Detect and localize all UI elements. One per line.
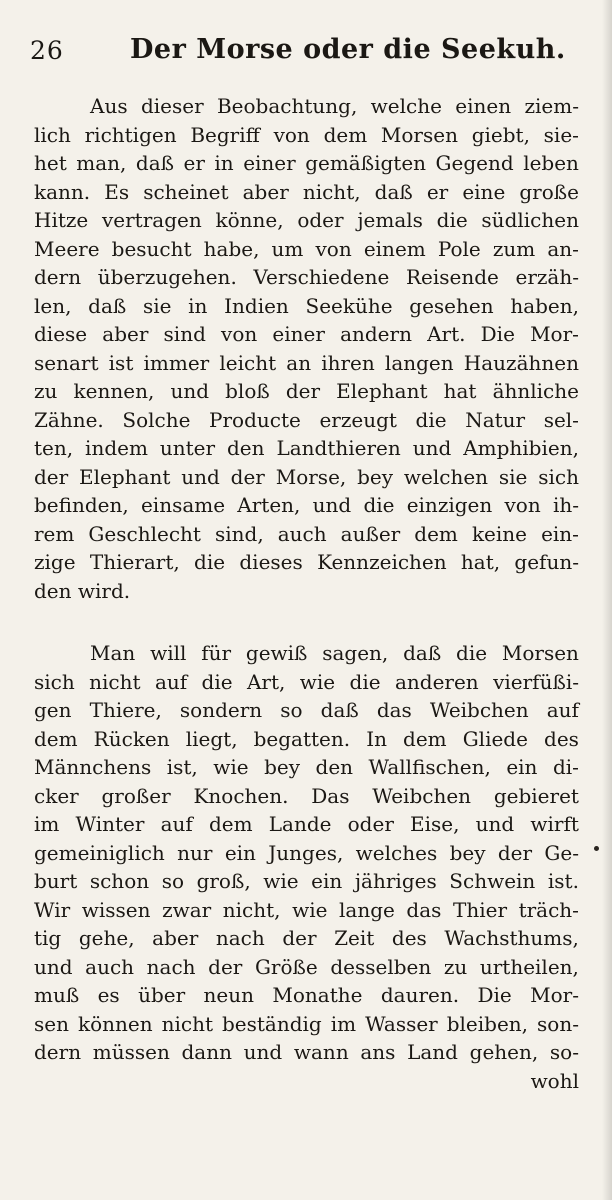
- text-line: Männchens ist, wie bey den Wallfischen, ein di-: [34, 755, 579, 779]
- text-line: dern müssen dann und wann ans Land gehen, so-: [34, 1040, 579, 1064]
- text-line: den wird.: [34, 578, 131, 603]
- text-line: befinden, einsame Arten, und die einzigen von ih-: [34, 493, 579, 517]
- text-line: sich nicht auf die Art, wie die anderen vierfüßi-: [34, 669, 579, 694]
- text-line: len, daß sie in Indien Seekühe gesehen haben,: [34, 293, 579, 318]
- text-line: Wir wissen zwar nicht, wie lange das Thier träch-: [34, 897, 579, 922]
- paragraph-gap: [34, 605, 579, 639]
- catchword: wohl: [530, 1068, 579, 1093]
- text-line: dem Rücken liegt, begatten. In dem Gliede des: [34, 726, 579, 751]
- text-line: zige Thierart, die dieses Kennzeichen hat, gefun-: [34, 550, 579, 574]
- text-line: im Winter auf dem Lande oder Eise, und wirft: [34, 812, 579, 836]
- text-line: Aus dieser Beobachtung, welche einen ziem-: [90, 94, 579, 118]
- text-line: sen können nicht beständig im Wasser bleiben, son-: [34, 1011, 579, 1036]
- text-line: diese aber sind von einer andern Art. Die Mor-: [34, 322, 579, 346]
- text-line: het man, daß er in einer gemäßigten Gegend leben: [34, 151, 579, 175]
- text-line: Man will für gewiß sagen, daß die Morsen: [90, 641, 579, 665]
- text-line: Hitze vertragen könne, oder jemals die südlichen: [34, 208, 579, 232]
- text-line: lich richtigen Begriff von dem Morsen giebt, sie-: [34, 122, 579, 147]
- text-line: cker großer Knochen. Das Weibchen gebieret: [34, 783, 579, 808]
- text-line: muß es über neun Monathe dauren. Die Mor-: [34, 983, 579, 1007]
- text-line: kann. Es scheinet aber nicht, daß er eine große: [34, 179, 579, 204]
- page-number: 26: [30, 36, 64, 65]
- text-line: senart ist immer leicht an ihren langen Hauzähnen: [34, 350, 579, 375]
- page-edge-shadow: [602, 0, 612, 1200]
- running-head: Der Morse oder die Seekuh.: [130, 34, 566, 65]
- text-line: und auch nach der Größe desselben zu urtheilen,: [34, 954, 579, 979]
- text-line: burt schon so groß, wie ein jähriges Schwein ist.: [34, 869, 579, 893]
- page-header: [30, 30, 590, 70]
- text-line: Meere besucht habe, um von einem Pole zum an-: [34, 236, 579, 261]
- text-line: zu kennen, und bloß der Elephant hat ähnliche: [34, 379, 579, 403]
- body-text: [34, 92, 579, 1095]
- text-line: tig gehe, aber nach der Zeit des Wachsthums,: [34, 926, 579, 950]
- text-line: dern überzugehen. Verschiedene Reisende erzäh-: [34, 265, 579, 289]
- paragraph-2: [34, 639, 579, 1067]
- text-line: der Elephant und der Morse, bey welchen sie sich: [34, 464, 579, 489]
- ink-speck: [594, 846, 599, 851]
- paragraph-1: [34, 92, 579, 605]
- text-line: gemeiniglich nur ein Junges, welches bey der Ge-: [34, 840, 579, 865]
- catchword-line: [34, 1067, 579, 1096]
- text-line: ten, indem unter den Landthieren und Amphibien,: [34, 436, 579, 460]
- text-line: Zähne. Solche Producte erzeugt die Natur sel-: [34, 407, 579, 432]
- text-line: rem Geschlecht sind, auch außer dem keine ein-: [34, 521, 579, 546]
- text-line: gen Thiere, sondern so daß das Weibchen auf: [34, 698, 579, 722]
